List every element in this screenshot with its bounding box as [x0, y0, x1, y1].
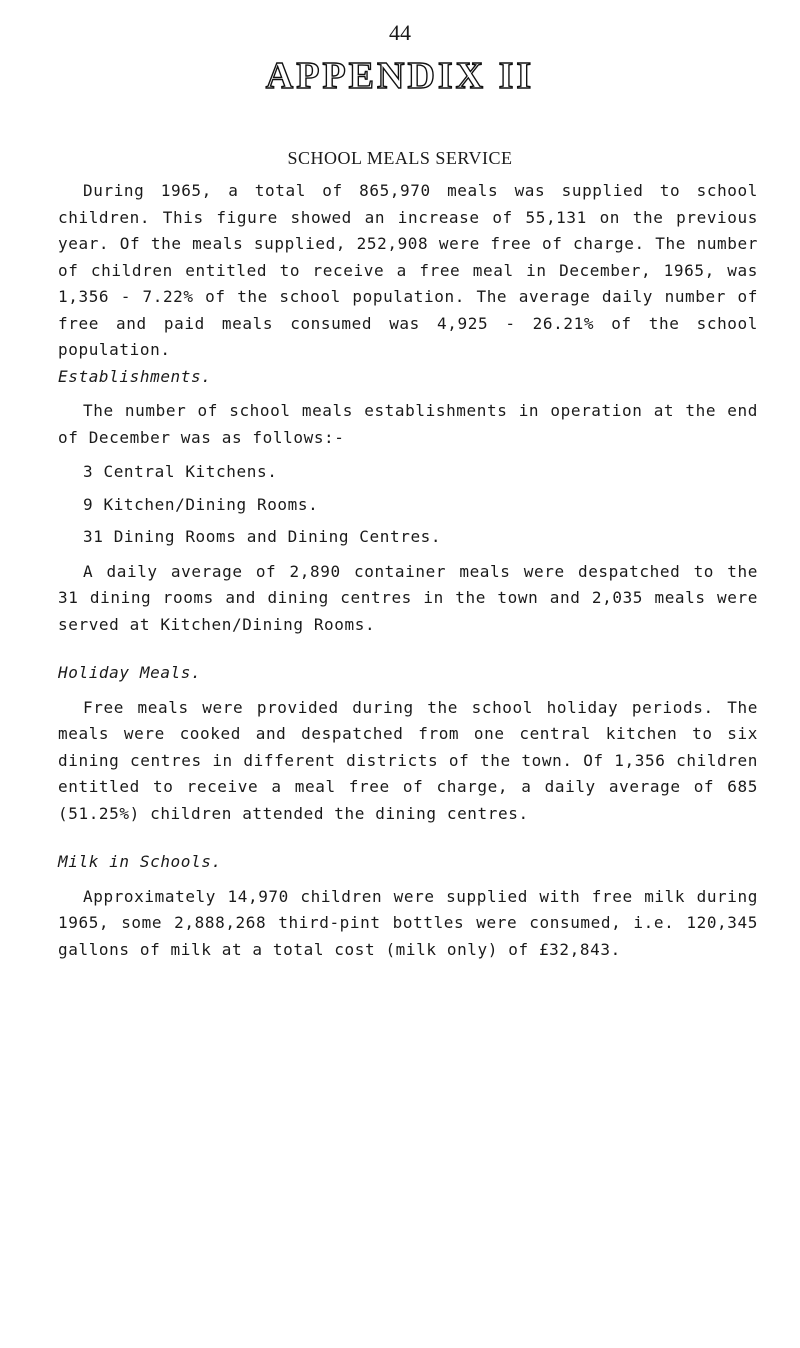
- document-body: [58, 178, 758, 963]
- section-title: SCHOOL MEALS SERVICE: [287, 148, 513, 168]
- establishments-list: [58, 459, 758, 551]
- paragraph-container-meals: A daily average of 2,890 container meals were despatched to the 31 dining rooms and dining centres in the town and 2,035 meals were served at Kitchen/Dining Rooms.: [58, 561, 758, 634]
- list-item: 31 Dining Rooms and Dining Centres.: [83, 527, 442, 546]
- paragraph-establishments: The number of school meals establishments in operation at the end of December was as follows:-: [58, 401, 758, 447]
- subheading-milk-in-schools: Milk in Schools.: [58, 852, 222, 871]
- page-number: 44: [389, 20, 411, 45]
- list-item: 3 Central Kitchens.: [83, 462, 278, 481]
- list-item: 9 Kitchen/Dining Rooms.: [83, 494, 319, 514]
- appendix-title: APPENDIX II: [265, 55, 535, 97]
- subheading-holiday-meals: Holiday Meals.: [58, 663, 202, 682]
- paragraph-holiday-meals: Free meals were provided during the school holiday periods. The meals were cooked and despatched from one central kitchen to six dining centres in different districts of the town. Of 1,356 children entitled to receive a meal free of charge, a daily average of 685 (51.25%) children attended the dining centres.: [58, 697, 758, 823]
- paragraph-milk: Approximately 14,970 children were supplied with free milk during 1965, some 2,888,268 third-pint bottles were consumed, i.e. 120,345 gallons of milk at a total cost (milk only) of £32,843.: [58, 886, 758, 959]
- paragraph-intro: During 1965, a total of 865,970 meals was supplied to school children. This figure showed an increase of 55,131 on the previous year. Of the meals supplied, 252,908 were free of charge. The number of children entitled to receive a free meal in December, 1965, was 1,356 - 7.22% of the school population. The average daily number of free and paid meals consumed was 4,925 - 26.21% of the school population.: [58, 181, 758, 359]
- subheading-establishments: Establishments.: [58, 366, 212, 386]
